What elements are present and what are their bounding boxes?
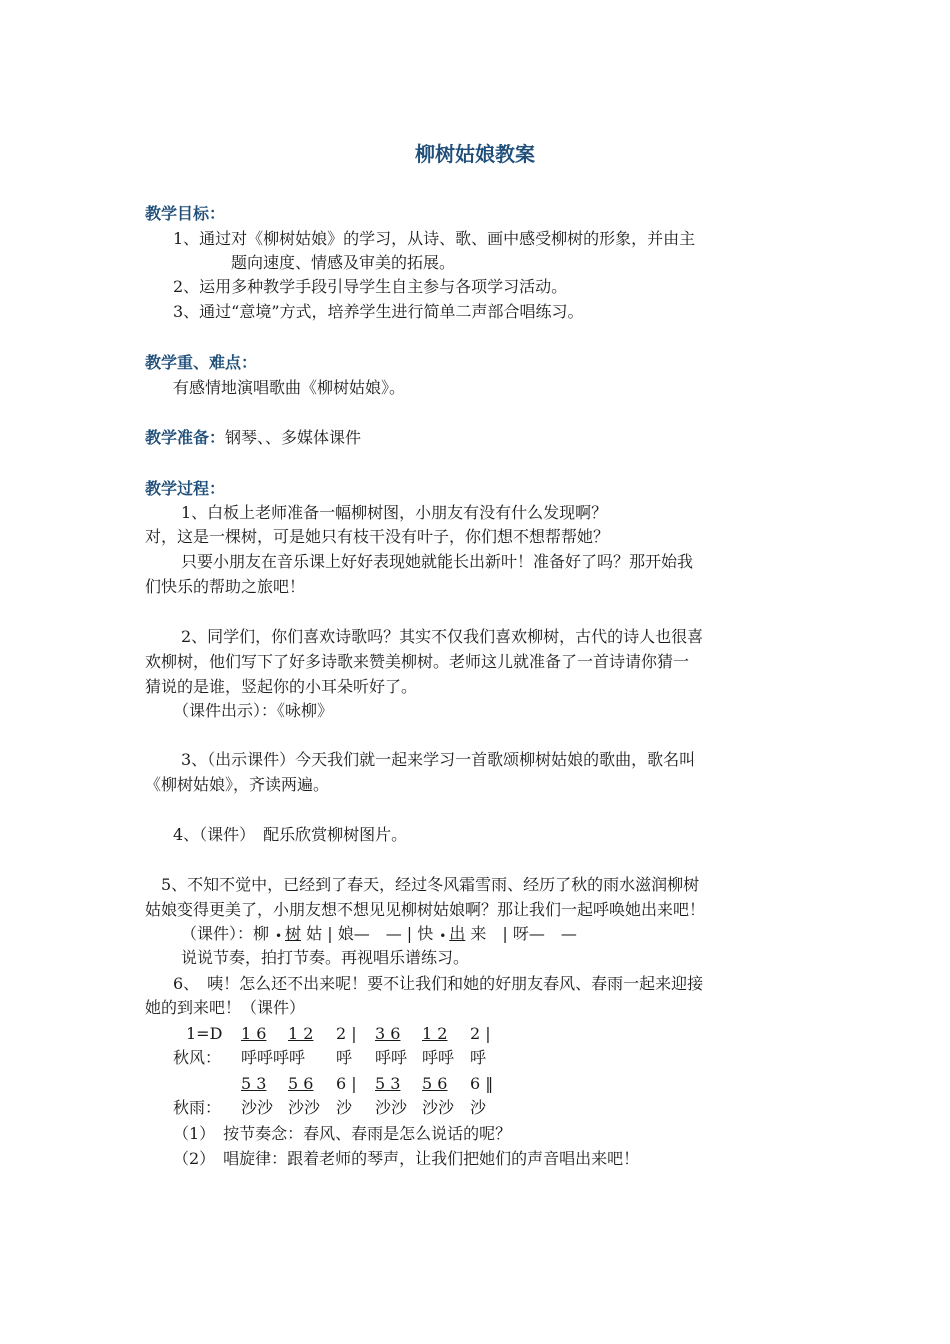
score-r1-n1: 1 6 bbox=[241, 1024, 267, 1043]
score-lyric-2-w2: 沙沙 bbox=[288, 1098, 321, 1117]
score-r1-n5: 1 2 bbox=[422, 1024, 448, 1043]
process-2-line-3: 猜说的是谁，竖起你的小耳朵听好了。 bbox=[145, 677, 418, 696]
goal-2: 2、运用多种教学手段引导学生自主参与各项学习活动。 bbox=[173, 277, 568, 296]
prep-text: 钢琴、、多媒体课件 bbox=[225, 428, 362, 447]
process-3-line-2: 《柳树姑娘》，齐读两遍。 bbox=[145, 775, 330, 794]
score-lyric-2-w4: 沙沙 bbox=[375, 1098, 408, 1117]
process-2-line-1: 2、同学们，你们喜欢诗歌吗？其实不仅我们喜欢柳树，古代的诗人也很喜 bbox=[181, 627, 704, 646]
doc-title: 柳树姑娘教案 bbox=[415, 142, 535, 166]
score-key: 1=D bbox=[186, 1024, 223, 1043]
question-1: （1） 按节奏念：春风、春雨是怎么说话的呢？ bbox=[173, 1124, 512, 1143]
score-r1-n6: 2 | bbox=[470, 1024, 491, 1043]
process-1-line-3: 只要小朋友在音乐课上好好表现她就能长出新叶！准备好了吗？那开始我 bbox=[181, 552, 694, 571]
rhythm-mid: 姑 | 娘— — | 快 bbox=[306, 924, 450, 943]
process-5-line-1: 5、不知不觉中，已经到了春天，经过冬风霜雪雨、经历了秋的雨水滋润柳树 bbox=[161, 875, 700, 894]
score-lyric-2-w1: 沙沙 bbox=[241, 1098, 274, 1117]
score-r2-n6: 6 ‖ bbox=[470, 1074, 494, 1093]
score-lyric-1-w5: 呼 bbox=[470, 1048, 487, 1067]
process-2-line-2: 欢柳树，他们写下了好多诗歌来赞美柳树。老师这儿就准备了一首诗请你猜一 bbox=[145, 652, 690, 671]
score-r2-n3: 6 | bbox=[336, 1074, 357, 1093]
score-r1-n3: 2 | bbox=[336, 1024, 357, 1043]
rhythm-chu: • 出 bbox=[449, 924, 465, 943]
score-lyric-1-w2: 呼 bbox=[336, 1048, 353, 1067]
goal-1-line-2: 题向速度、情感及审美的拓展。 bbox=[231, 253, 456, 272]
process-6-line-1: 6、 咦！怎么还不出来呢！要不让我们和她的好朋友春风、春雨一起来迎接 bbox=[173, 974, 704, 993]
process-3-line-1: 3、（出示课件）今天我们就一起来学习一首歌颂柳树姑娘的歌曲，歌名叫 bbox=[181, 750, 696, 769]
score-lyric-1-w3: 呼呼 bbox=[375, 1048, 408, 1067]
prep-line bbox=[145, 426, 361, 450]
process-6-line-2: 她的到来吧！（课件） bbox=[145, 998, 306, 1017]
score-r2-n1: 5 3 bbox=[241, 1074, 267, 1093]
score-r1-n4: 3 6 bbox=[375, 1024, 401, 1043]
score-r2-n4: 5 3 bbox=[375, 1074, 401, 1093]
process-5-line-2: 姑娘变得更美了，小朋友想不想见见柳树姑娘啊？那让我们一起呼唤她出来吧！ bbox=[145, 900, 706, 919]
goal-1-line-1: 1、通过对《柳树姑娘》的学习，从诗、歌、画中感受柳树的形象，并由主 bbox=[173, 229, 696, 248]
process-1-line-1: 1、白板上老师准备一幅柳树图，小朋友有没有什么发现啊？ bbox=[181, 503, 608, 522]
score-lyric-1-w4: 呼呼 bbox=[422, 1048, 455, 1067]
score-lyric-2-label: 秋雨： bbox=[173, 1098, 222, 1117]
rhythm-prefix: （课件）：柳 bbox=[181, 924, 286, 943]
score-r2-n2: 5 6 bbox=[288, 1074, 314, 1093]
score-lyric-1-label: 秋风： bbox=[173, 1048, 222, 1067]
score-lyric-2-w3: 沙 bbox=[336, 1098, 353, 1117]
question-2: （2） 唱旋律：跟着老师的琴声，让我们把她们的声音唱出来吧！ bbox=[173, 1149, 640, 1168]
prep-heading: 教学准备： bbox=[145, 428, 226, 447]
rhythm-shu: • 树 bbox=[285, 924, 301, 943]
process-1-line-2: 对，这是一棵树，可是她只有枝干没有叶子，你们想不想帮帮她？ bbox=[145, 527, 610, 546]
score-r1-n2: 1 2 bbox=[288, 1024, 314, 1043]
score-lyric-2-w6: 沙 bbox=[470, 1098, 487, 1117]
goals-heading: 教学目标： bbox=[145, 204, 226, 223]
process-2-line-4: （课件出示）：《咏柳》 bbox=[173, 701, 334, 720]
process-5-line-3 bbox=[181, 922, 577, 946]
process-1-line-4: 们快乐的帮助之旅吧！ bbox=[145, 577, 306, 596]
score-r2-n5: 5 6 bbox=[422, 1074, 448, 1093]
key-points-heading: 教学重、难点： bbox=[145, 353, 258, 372]
key-points-text: 有感情地演唱歌曲《柳树姑娘》。 bbox=[173, 378, 406, 397]
process-5-line-4: 说说节奏，拍打节奏。再视唱乐谱练习。 bbox=[181, 948, 470, 967]
goal-3: 3、通过“意境”方式，培养学生进行简单二声部合唱练习。 bbox=[173, 302, 584, 321]
process-4: 4、（课件） 配乐欣赏柳树图片。 bbox=[173, 825, 408, 844]
score-lyric-1-w1: 呼呼呼呼 bbox=[241, 1048, 306, 1067]
process-heading: 教学过程： bbox=[145, 479, 226, 498]
rhythm-end: 来 | 呀— — bbox=[470, 924, 577, 943]
score-lyric-2-w5: 沙沙 bbox=[422, 1098, 455, 1117]
